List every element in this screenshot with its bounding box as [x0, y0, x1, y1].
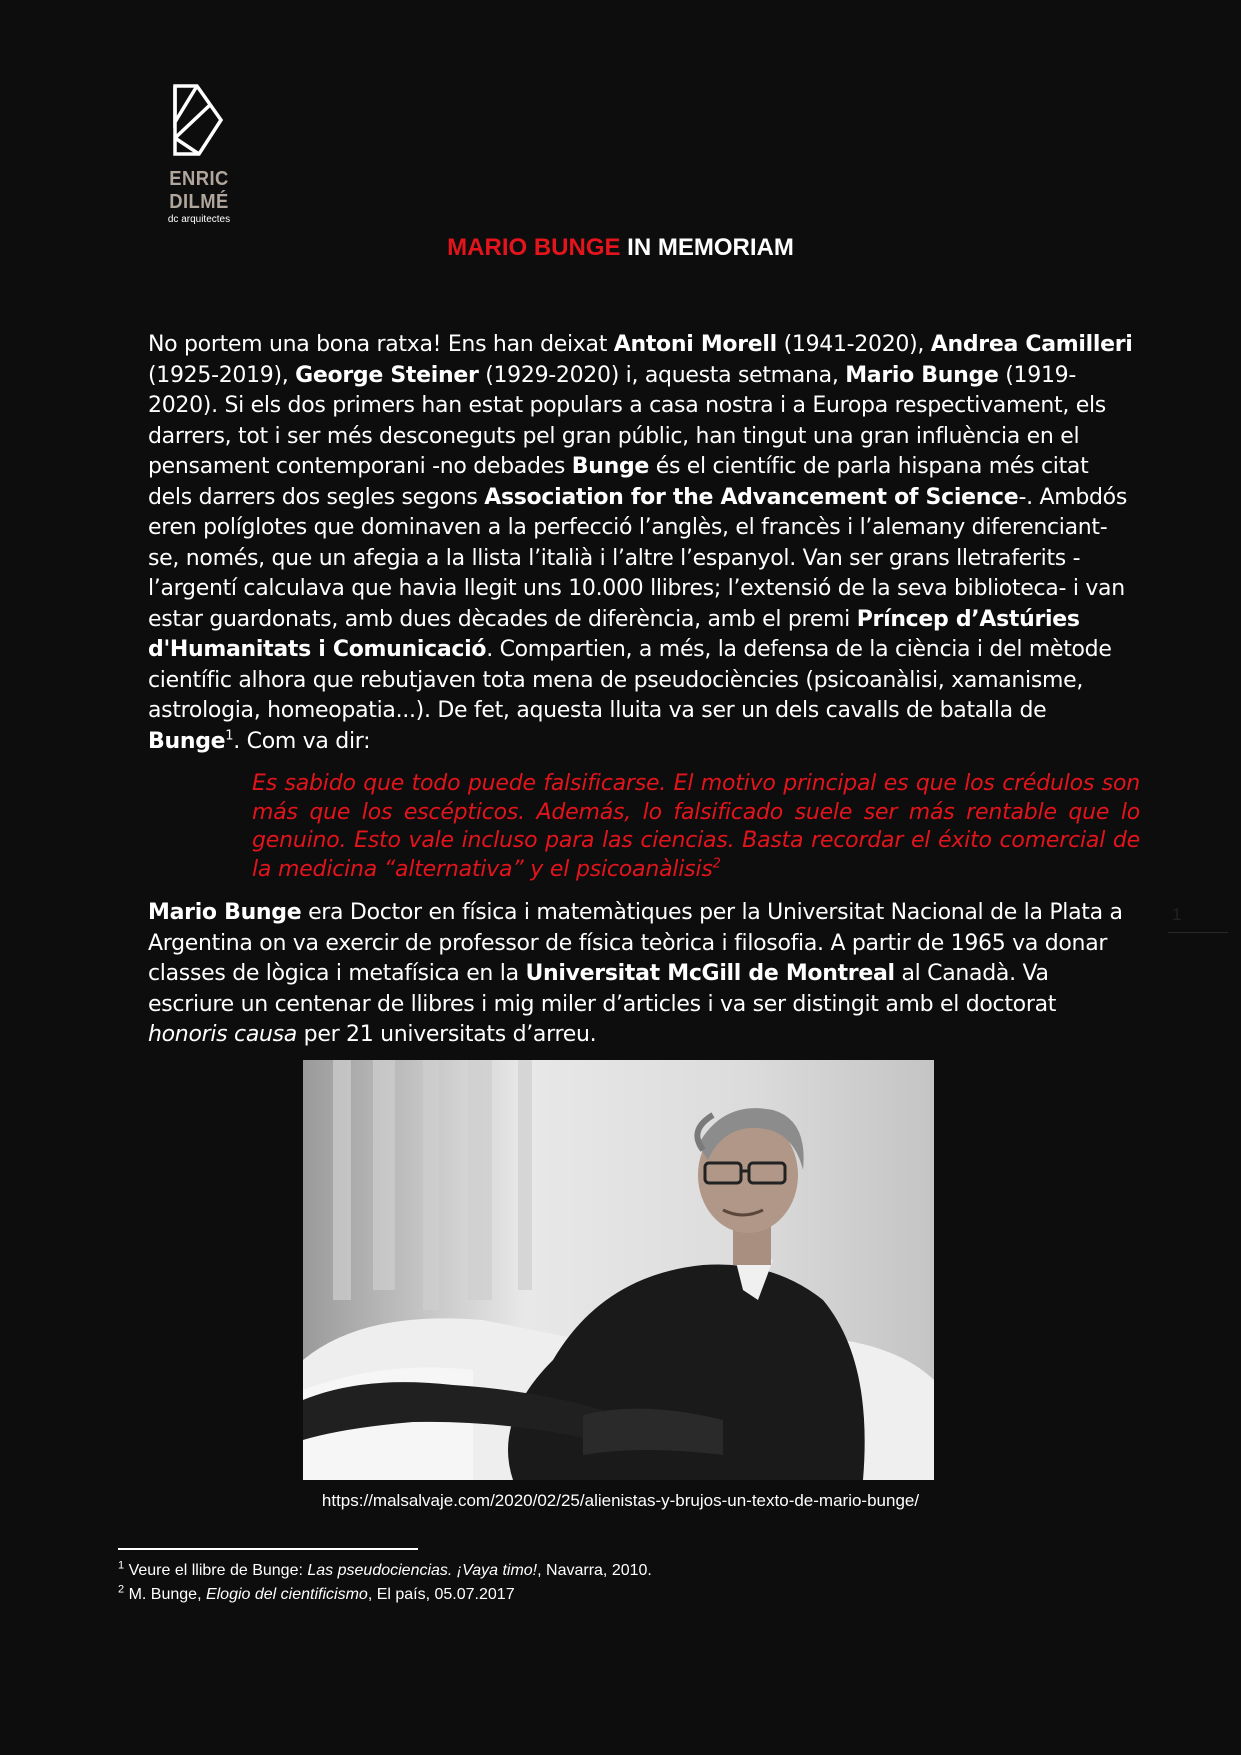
text-run: és el científic de parla hispana més citat dels darrers dos segles segons	[148, 454, 1089, 510]
page-marker: 1	[1172, 905, 1182, 924]
text-run: No portem una bona ratxa! Ens han deixat	[148, 332, 614, 357]
title-rest: IN MEMORIAM	[620, 234, 794, 261]
text-run: (1929-2020) i, aquesta setmana,	[478, 362, 846, 388]
footnote-text: , Navarra, 2010.	[537, 1562, 652, 1579]
footnote-1	[118, 1559, 652, 1580]
text-run: . Com va dir:	[233, 728, 371, 754]
name-bunge: Bunge	[148, 728, 226, 754]
name-andrea-camilleri: Andrea Camilleri	[930, 332, 1133, 357]
quote-block	[252, 770, 1140, 884]
text-run: . Compartien, a més, la defensa de la ciència i del mètode científic alhora que rebutjaven tota mena de pseudociències (psicoanàlisi, xamanisme, astrologia, homeopatia...). De fet, aquesta lluita va ser un dels cavalls de batalla de	[148, 637, 1112, 723]
bio-paragraph	[148, 898, 1138, 1051]
logo	[138, 82, 260, 225]
footnote-divider	[118, 1548, 418, 1550]
text-run: (1919- 2020). Si els dos primers han estat populars a casa nostra i a Europa respectivament, els darrers, tot i ser més desconeguts pel gran públic, han tingut una gran influència en el pensament contemporani -no debades	[148, 362, 1106, 479]
footnote-text: M. Bunge,	[128, 1586, 206, 1603]
footnote-text: Veure el llibre de Bunge:	[128, 1562, 308, 1579]
honoris-causa: honoris causa	[148, 1022, 297, 1047]
text-run: (1925-2019),	[148, 362, 296, 388]
footnote-2	[118, 1583, 515, 1604]
name-association: Association for the Advancement of Science	[484, 484, 1019, 510]
name-mcgill: Universitat McGill de Montreal	[525, 961, 895, 986]
text-run: (1941-2020),	[776, 332, 931, 357]
logo-subtitle: dc arquitectes	[167, 214, 231, 225]
marker-divider	[1168, 932, 1228, 933]
text-run: al Canadà. Va escriure un centenar de llibres i mig miler d’articles i va ser distingit amb el doctorat	[148, 961, 1057, 1017]
footnote-title: Elogio del cientificismo	[205, 1586, 368, 1603]
text-run: era Doctor en física i matemàtiques per la Universitat Nacional de la Plata a Argentina on va exercir de professor de física teòrica i filosofia. A partir de 1965 va donar classes de lògica i metafísica en la	[148, 900, 1123, 986]
name-antoni-morell: Antoni Morell	[613, 332, 777, 357]
page-title	[0, 234, 1241, 262]
name-bunge: Bunge	[571, 454, 650, 479]
photo-caption-link[interactable]: https://malsalvaje.com/2020/02/25/alienistas-y-brujos-un-texto-de-mario-bunge/	[321, 1491, 920, 1510]
portrait-photo	[303, 1060, 934, 1480]
title-name: MARIO BUNGE	[447, 234, 621, 261]
text-run: -. Ambdós eren políglotes que dominaven a la perfecció l’anglès, el francès i l’alemany diferenciant-se, només, que un afegia a la llista l’italià i l’altre l’espanyol. Van ser grans lletraferits -l’argentí calculava que havia llegit uns 10.000 llibres; l’extensió de la seva biblioteca- i van estar guardonats, amb dues dècades de diferència, amb el premi	[148, 484, 1127, 632]
intro-paragraph	[148, 330, 1138, 757]
logo-mark-icon	[171, 82, 227, 160]
text-run: per 21 universitats d’arreu.	[296, 1022, 597, 1047]
footnote-ref-1[interactable]: 1	[225, 728, 234, 744]
name-george-steiner: George Steiner	[295, 362, 479, 388]
footnote-ref-2[interactable]: 2	[712, 856, 721, 872]
name-mario-bunge: Mario Bunge	[845, 362, 999, 388]
logo-name: ENRIC DILMÉ	[169, 168, 229, 213]
portrait-image	[303, 1060, 934, 1480]
footnote-number: 1	[118, 1559, 125, 1572]
name-prize: Príncep d’Astúries d'Humanitats i Comunicació	[148, 606, 1080, 662]
footnote-number: 2	[118, 1583, 125, 1596]
footnote-text: , El país, 05.07.2017	[367, 1586, 515, 1603]
name-mario-bunge: Mario Bunge	[148, 900, 302, 925]
quote-text: Es sabido que todo puede falsificarse. El motivo principal es que los crédulos son más que los escépticos. Además, lo falsificado suele ser más rentable que lo genuino. Esto vale incluso para las ciencias. Basta recordar el éxito comercial de la medicina “alternativa” y el psicoanàlisis	[252, 771, 1140, 882]
footnote-title: Las pseudociencias. ¡Vaya timo!	[307, 1562, 538, 1579]
